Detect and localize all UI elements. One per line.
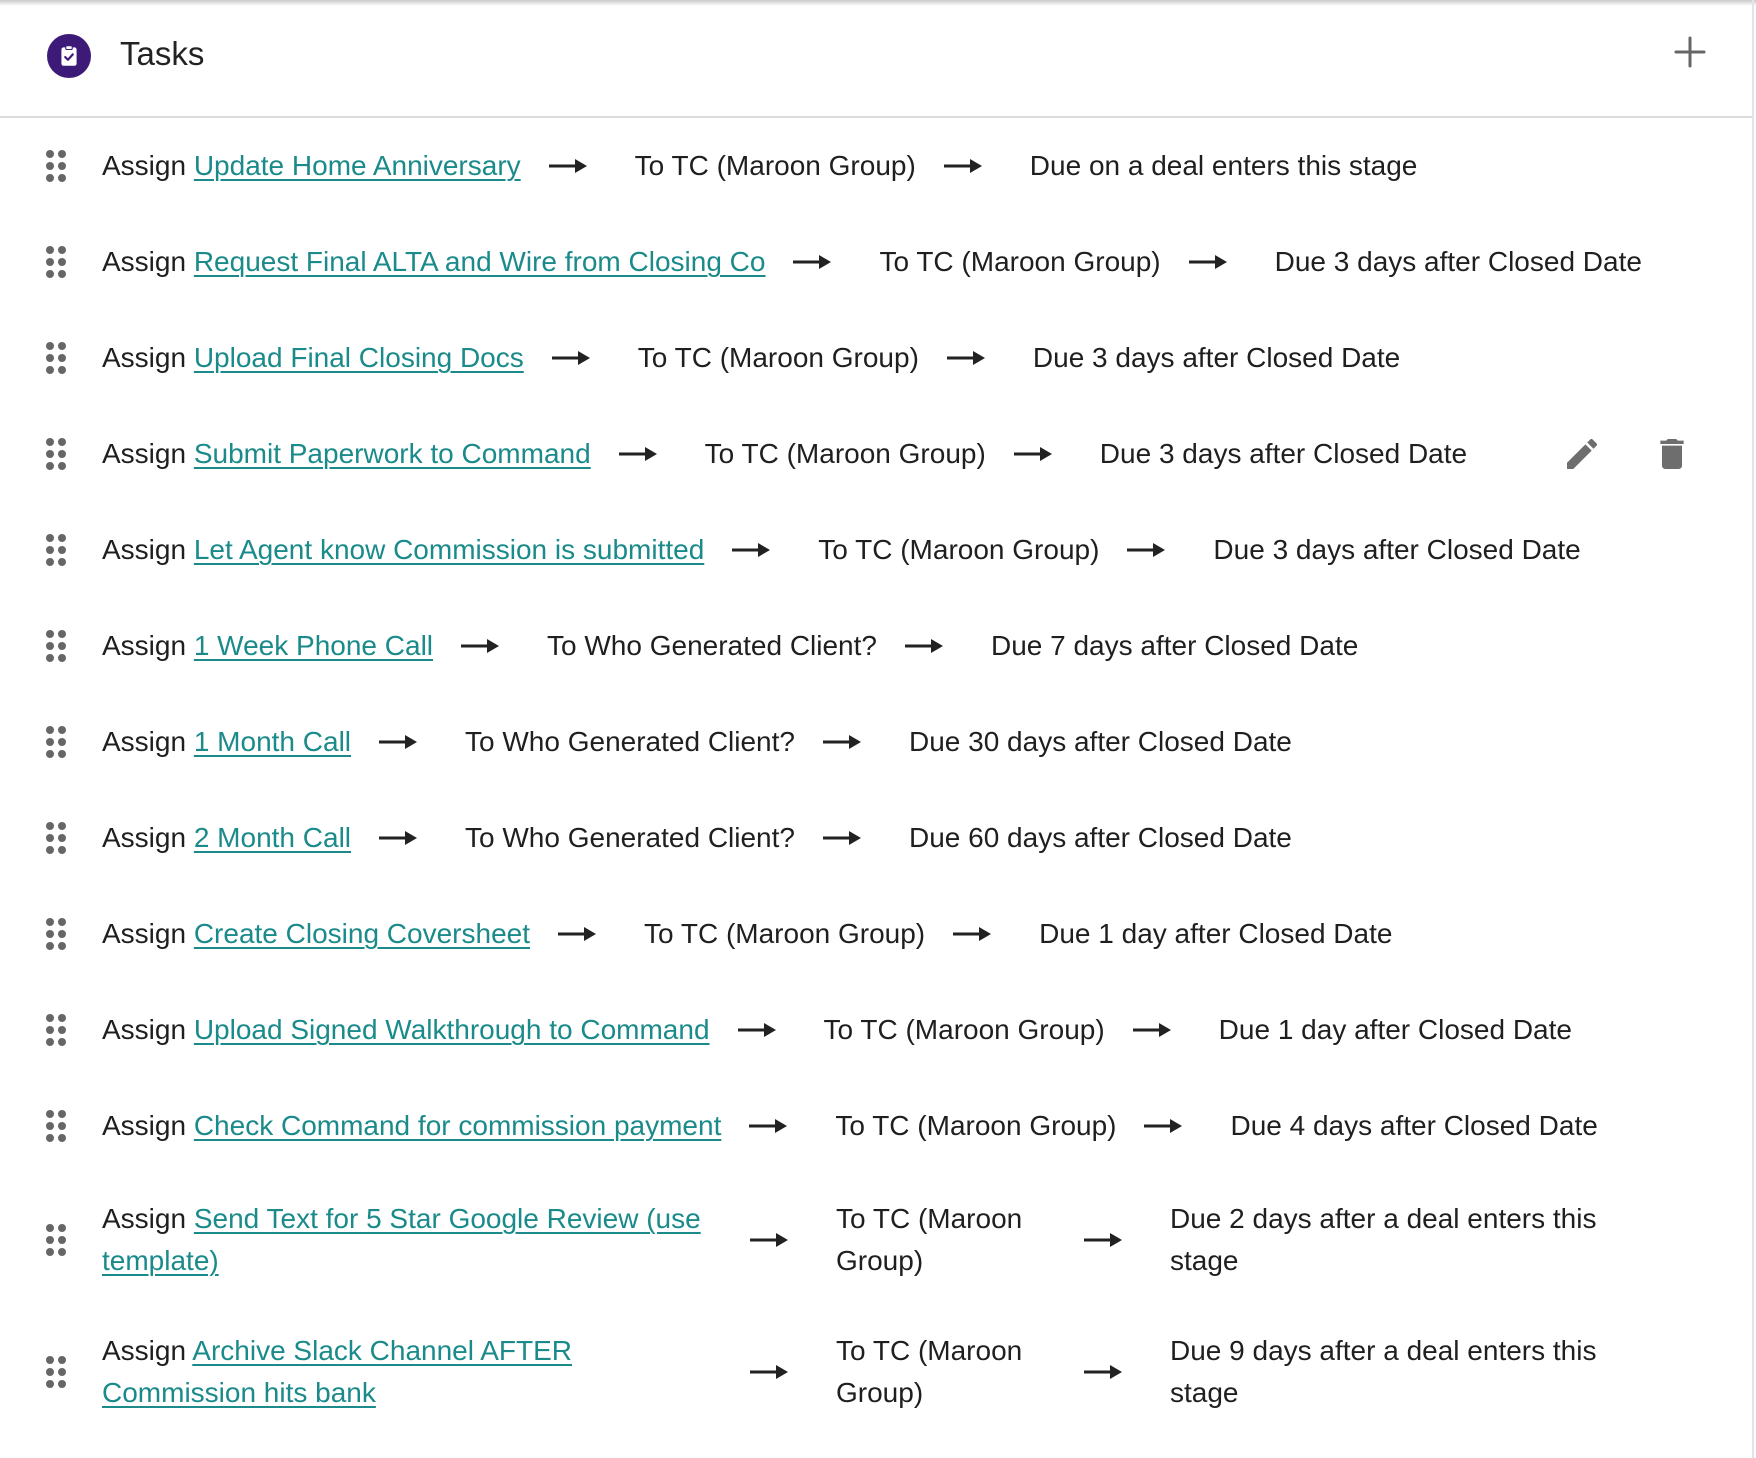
task-row: [0, 694, 1752, 790]
row-actions: [1562, 434, 1692, 474]
due-label: Due 4 days after Closed Date: [1230, 1110, 1598, 1141]
task-row: [0, 598, 1752, 694]
arrow-right-icon: [947, 350, 987, 366]
assign-label: Assign: [102, 150, 187, 181]
drag-handle-icon[interactable]: [42, 1354, 70, 1390]
arrow-right-icon: [823, 830, 863, 846]
task-link[interactable]: 1 Month Call: [193, 726, 352, 757]
due-label: Due 2 days after a deal enters this stage: [1170, 1203, 1597, 1276]
due-label: Due 60 days after Closed Date: [908, 822, 1292, 853]
task-row: [0, 1174, 1752, 1306]
arrow-right-icon: [1084, 1364, 1124, 1380]
task-link[interactable]: 1 Week Phone Call: [193, 630, 434, 661]
assign-label: Assign: [102, 1203, 187, 1234]
task-link[interactable]: Check Command for commission payment: [193, 1110, 722, 1141]
assign-label: Assign: [102, 1110, 187, 1141]
assignee-label: To TC (Maroon Group): [879, 246, 1161, 277]
due-label: Due 30 days after Closed Date: [908, 726, 1292, 757]
task-link[interactable]: Update Home Anniversary: [193, 150, 521, 181]
arrow-right-icon: [750, 1232, 790, 1248]
clipboard-check-icon: [47, 34, 91, 78]
page-title: Tasks: [120, 35, 205, 72]
arrow-right-icon: [738, 1022, 778, 1038]
due-label: Due on a deal enters this stage: [1029, 150, 1418, 181]
drag-handle-icon[interactable]: [42, 340, 70, 376]
task-row: [0, 1306, 1752, 1438]
arrow-right-icon: [732, 542, 772, 558]
assign-label: Assign: [102, 918, 187, 949]
drag-handle-icon[interactable]: [42, 820, 70, 856]
arrow-right-icon: [750, 1364, 790, 1380]
assign-label: Assign: [102, 630, 187, 661]
assignee-label: To Who Generated Client?: [465, 822, 795, 853]
assignee-label: To TC (Maroon Group): [637, 342, 919, 373]
arrow-right-icon: [944, 158, 984, 174]
task-row: [0, 310, 1752, 406]
drag-handle-icon[interactable]: [42, 148, 70, 184]
drag-handle-icon[interactable]: [42, 1108, 70, 1144]
arrow-right-icon: [549, 158, 589, 174]
arrow-right-icon: [905, 638, 945, 654]
arrow-right-icon: [1084, 1232, 1124, 1248]
drag-handle-icon[interactable]: [42, 628, 70, 664]
pencil-icon: [1562, 434, 1602, 474]
task-row: [0, 1078, 1752, 1174]
task-row: [0, 790, 1752, 886]
arrow-right-icon: [461, 638, 501, 654]
arrow-right-icon: [379, 830, 419, 846]
task-row: [0, 982, 1752, 1078]
due-label: Due 3 days after Closed Date: [1099, 438, 1468, 469]
assign-label: Assign: [102, 1014, 187, 1045]
task-link[interactable]: Upload Final Closing Docs: [193, 342, 524, 373]
assignee-label: To TC (Maroon Group): [835, 1110, 1117, 1141]
assignee-label: To TC (Maroon Group): [836, 1335, 1023, 1408]
assignee-label: To TC (Maroon Group): [634, 150, 916, 181]
arrow-right-icon: [793, 254, 833, 270]
drag-handle-icon[interactable]: [42, 532, 70, 568]
drag-handle-icon[interactable]: [42, 436, 70, 472]
arrow-right-icon: [379, 734, 419, 750]
arrow-right-icon: [953, 926, 993, 942]
arrow-right-icon: [823, 734, 863, 750]
due-label: Due 9 days after a deal enters this stage: [1170, 1335, 1597, 1408]
drag-handle-icon[interactable]: [42, 1222, 70, 1258]
task-row: [0, 118, 1752, 214]
assignee-label: To TC (Maroon Group): [818, 534, 1100, 565]
assignee-label: To TC (Maroon Group): [823, 1014, 1105, 1045]
task-link[interactable]: Let Agent know Commission is submitted: [193, 534, 705, 565]
arrow-right-icon: [749, 1118, 789, 1134]
tasks-header: [0, 0, 1752, 118]
assign-label: Assign: [102, 726, 187, 757]
assign-label: Assign: [102, 1335, 187, 1366]
assignee-label: To Who Generated Client?: [465, 726, 795, 757]
task-list: [0, 118, 1752, 1438]
task-link[interactable]: Request Final ALTA and Wire from Closing Co: [193, 246, 766, 277]
task-link[interactable]: Send Text for 5 Star Google Review (use template): [102, 1203, 701, 1276]
task-row-hovered: [0, 406, 1752, 502]
task-link[interactable]: 2 Month Call: [193, 822, 352, 853]
assign-label: Assign: [102, 534, 187, 565]
due-label: Due 7 days after Closed Date: [990, 630, 1359, 661]
delete-button[interactable]: [1652, 434, 1692, 474]
drag-handle-icon[interactable]: [42, 916, 70, 952]
assign-label: Assign: [102, 246, 187, 277]
plus-icon: [1668, 30, 1712, 74]
task-row: [0, 886, 1752, 982]
task-link[interactable]: Archive Slack Channel AFTER Commission hits bank: [102, 1335, 572, 1408]
due-label: Due 3 days after Closed Date: [1032, 342, 1401, 373]
task-link[interactable]: Upload Signed Walkthrough to Command: [193, 1014, 710, 1045]
due-label: Due 3 days after Closed Date: [1274, 246, 1642, 277]
assignee-label: To TC (Maroon Group): [836, 1203, 1023, 1276]
edit-button[interactable]: [1562, 434, 1602, 474]
assignee-label: To TC (Maroon Group): [704, 438, 986, 469]
task-link[interactable]: Submit Paperwork to Command: [193, 438, 591, 469]
assign-label: Assign: [102, 342, 187, 373]
task-row: [0, 502, 1752, 598]
due-label: Due 1 day after Closed Date: [1218, 1014, 1572, 1045]
panel-right-border: [1752, 0, 1754, 1458]
trash-icon: [1652, 434, 1692, 474]
arrow-right-icon: [1127, 542, 1167, 558]
task-row: [0, 214, 1752, 310]
drag-handle-icon[interactable]: [42, 244, 70, 280]
assignee-label: To TC (Maroon Group): [644, 918, 926, 949]
due-label: Due 3 days after Closed Date: [1213, 534, 1581, 565]
arrow-right-icon: [1014, 446, 1054, 462]
arrow-right-icon: [552, 350, 592, 366]
arrow-right-icon: [619, 446, 659, 462]
task-link[interactable]: Create Closing Coversheet: [193, 918, 530, 949]
assignee-label: To Who Generated Client?: [547, 630, 877, 661]
assign-label: Assign: [102, 438, 187, 469]
add-task-button[interactable]: [1668, 30, 1712, 74]
assign-label: Assign: [102, 822, 187, 853]
arrow-right-icon: [1133, 1022, 1173, 1038]
drag-handle-icon[interactable]: [42, 724, 70, 760]
arrow-right-icon: [1144, 1118, 1184, 1134]
due-label: Due 1 day after Closed Date: [1039, 918, 1393, 949]
arrow-right-icon: [1189, 254, 1229, 270]
drag-handle-icon[interactable]: [42, 1012, 70, 1048]
arrow-right-icon: [558, 926, 598, 942]
